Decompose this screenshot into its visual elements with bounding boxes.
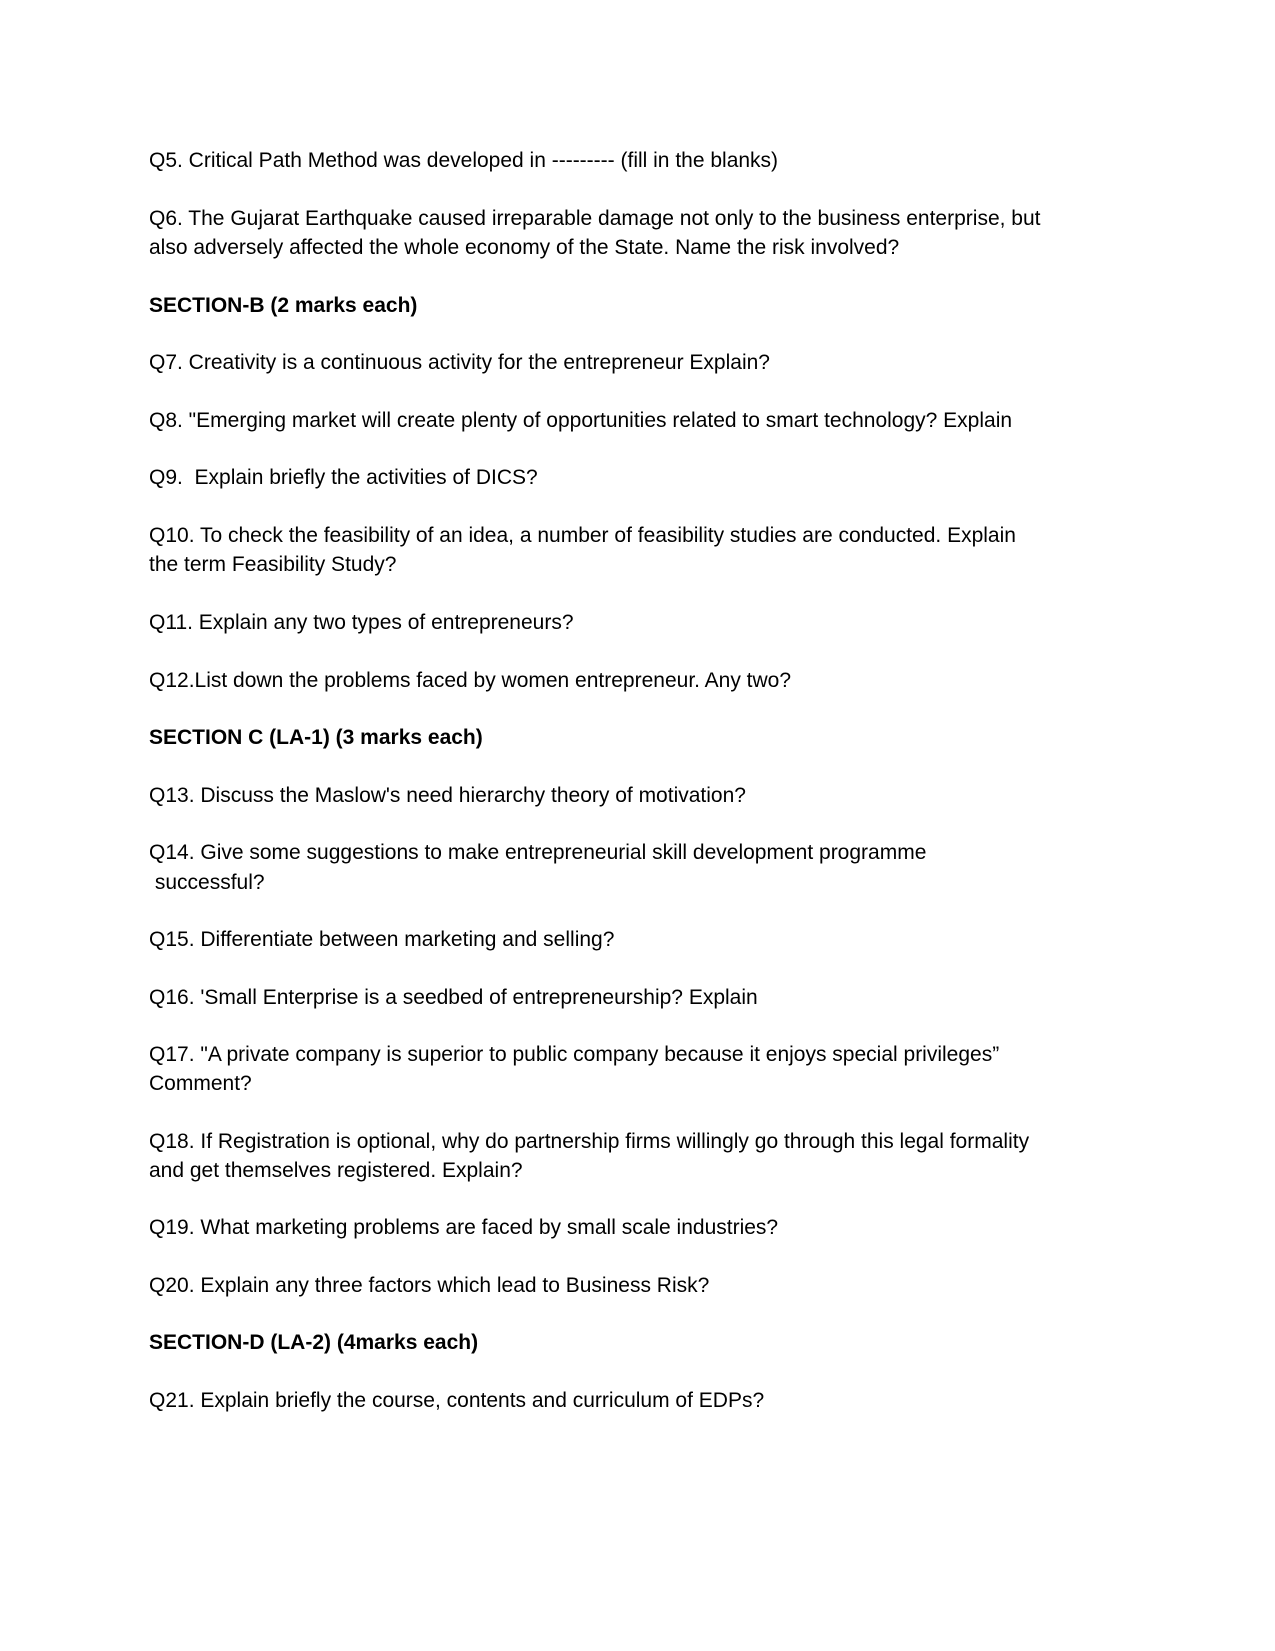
question-q7: Q7. Creativity is a continuous activity for the entrepreneur Explain? — [149, 351, 770, 374]
question-q18-line-1: Q18. If Registration is optional, why do partnership firms willingly go through this legal formality — [149, 1130, 1030, 1153]
question-q17-line-2: Comment? — [149, 1072, 252, 1095]
question-q21: Q21. Explain briefly the course, contents and curriculum of EDPs? — [149, 1389, 765, 1412]
section-b-heading: SECTION-B (2 marks each) — [149, 294, 418, 317]
question-q6-line-1: Q6. The Gujarat Earthquake caused irreparable damage not only to the business enterprise, but — [149, 207, 1041, 230]
question-q17-line-1: Q17. "A private company is superior to public company because it enjoys special privileges” — [149, 1043, 1000, 1066]
question-q14-line-2: successful? — [149, 871, 265, 894]
question-q9: Q9. Explain briefly the activities of DICS? — [149, 466, 538, 489]
question-q12: Q12.List down the problems faced by women entrepreneur. Any two? — [149, 669, 792, 692]
question-q19: Q19. What marketing problems are faced by small scale industries? — [149, 1216, 779, 1239]
question-q20: Q20. Explain any three factors which lead to Business Risk? — [149, 1274, 710, 1297]
question-q14-line-1: Q14. Give some suggestions to make entrepreneurial skill development programme — [149, 841, 927, 864]
question-q15: Q15. Differentiate between marketing and selling? — [149, 928, 615, 951]
question-q13: Q13. Discuss the Maslow's need hierarchy theory of motivation? — [149, 784, 746, 807]
question-q18-line-2: and get themselves registered. Explain? — [149, 1159, 523, 1182]
section-d-heading: SECTION-D (LA-2) (4marks each) — [149, 1331, 479, 1354]
question-q10-line-2: the term Feasibility Study? — [149, 553, 397, 576]
question-q16: Q16. 'Small Enterprise is a seedbed of entrepreneurship? Explain — [149, 986, 758, 1009]
question-q10-line-1: Q10. To check the feasibility of an idea, a number of feasibility studies are conducted. Explain — [149, 524, 1016, 547]
question-q6-line-2: also adversely affected the whole economy of the State. Name the risk involved? — [149, 236, 900, 259]
section-c-heading: SECTION C (LA-1) (3 marks each) — [149, 726, 483, 749]
question-q8: Q8. "Emerging market will create plenty of opportunities related to smart technology? Explain — [149, 409, 1013, 432]
question-q11: Q11. Explain any two types of entrepreneurs? — [149, 611, 574, 634]
question-q5: Q5. Critical Path Method was developed in --------- (fill in the blanks) — [149, 149, 779, 172]
